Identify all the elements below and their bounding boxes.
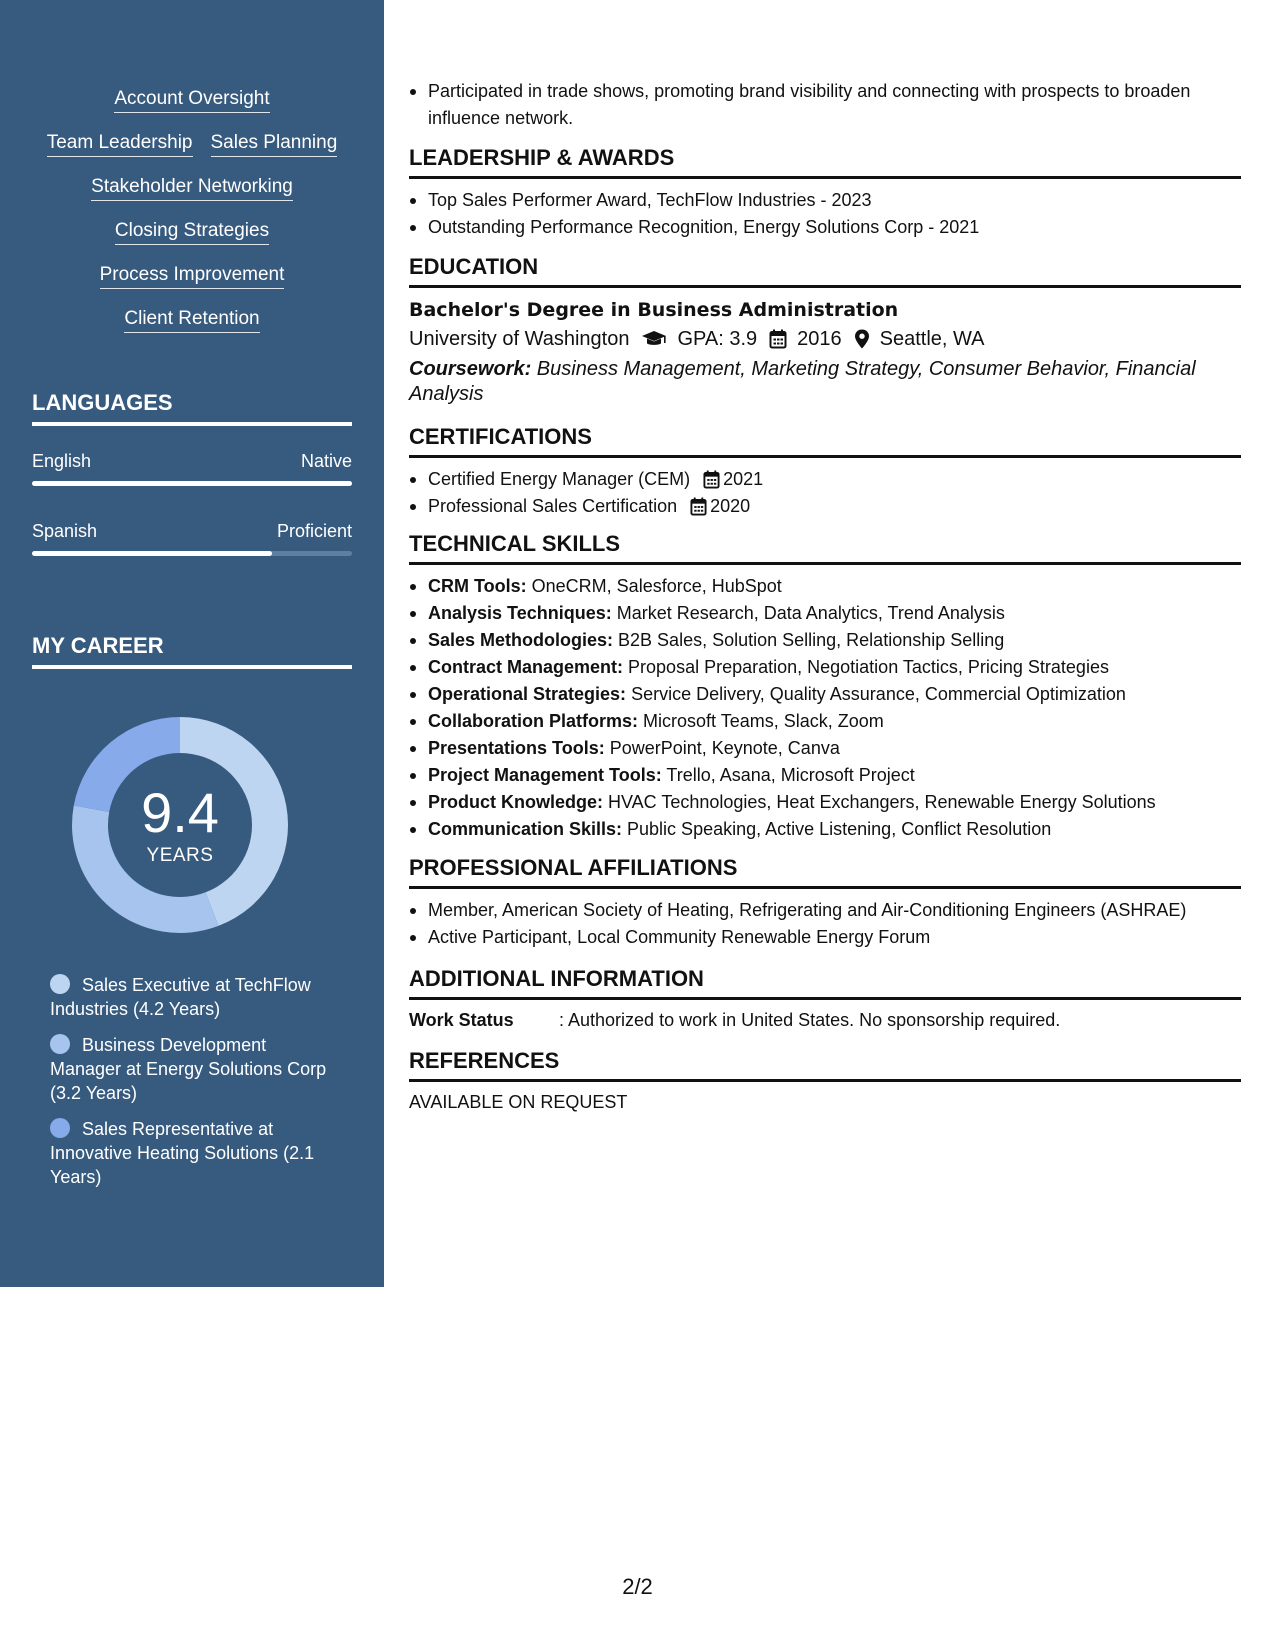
career-item xyxy=(50,1117,340,1189)
certification-item xyxy=(409,493,1241,520)
section-heading: LEADERSHIP & AWARDS xyxy=(409,145,1241,179)
coursework-label: Coursework: xyxy=(409,358,532,380)
section-heading: CERTIFICATIONS xyxy=(409,424,1241,458)
list-item: Top Sales Performer Award, TechFlow Industries - 2023 xyxy=(409,187,1241,214)
skill-values: PowerPoint, Keynote, Canva xyxy=(604,738,840,758)
legend-dot-icon xyxy=(50,1034,70,1054)
page-number: 2/2 xyxy=(622,1574,653,1599)
skill-category: Sales Methodologies: xyxy=(428,630,614,650)
technical-skill-item xyxy=(409,600,1241,627)
affiliations-list xyxy=(409,897,1241,951)
legend-dot-icon xyxy=(50,1118,70,1138)
skill-values: B2B Sales, Solution Selling, Relationship Selling xyxy=(613,630,1005,650)
affiliations-section xyxy=(409,855,1241,951)
career-total-unit: YEARS xyxy=(146,845,214,866)
technical-skill-item xyxy=(409,762,1241,789)
section-heading: PROFESSIONAL AFFILIATIONS xyxy=(409,855,1241,889)
additional-info-section xyxy=(409,966,1241,1032)
technical-skill-item xyxy=(409,654,1241,681)
work-status xyxy=(409,1008,1241,1032)
certification-year: 2020 xyxy=(710,496,751,516)
skill-category: Product Knowledge: xyxy=(428,792,603,812)
skill-category: Communication Skills: xyxy=(428,819,623,839)
education-section xyxy=(409,254,1241,407)
career-list xyxy=(50,973,340,1201)
skill-values: Public Speaking, Active Listening, Conflict Resolution xyxy=(622,819,1052,839)
skill-values: Market Research, Data Analytics, Trend Analysis xyxy=(611,603,1005,623)
legend-dot-icon xyxy=(50,974,70,994)
technical-skill-item xyxy=(409,816,1241,843)
education-details xyxy=(409,324,1241,354)
awards-list xyxy=(409,187,1241,241)
sidebar xyxy=(0,0,384,1287)
graduation-year: 2016 xyxy=(797,328,842,350)
career-item-label: Business Development Manager at Energy Solutions Corp (3.2 Years) xyxy=(50,1035,327,1103)
list-item: Member, American Society of Heating, Refrigerating and Air-Conditioning Engineers (ASHRAE) xyxy=(409,897,1241,924)
skill-values: Service Delivery, Quality Assurance, Commercial Optimization xyxy=(626,684,1126,704)
section-heading: ADDITIONAL INFORMATION xyxy=(409,966,1241,1000)
language-spanish xyxy=(32,520,352,556)
list-item: Outstanding Performance Recognition, Energy Solutions Corp - 2021 xyxy=(409,214,1241,241)
certification-line xyxy=(428,466,1241,493)
certification-line xyxy=(428,493,1241,520)
calendar-icon xyxy=(769,329,787,349)
career-item xyxy=(50,1033,340,1105)
technical-skills-section xyxy=(409,531,1241,843)
skill-values: Microsoft Teams, Slack, Zoom xyxy=(638,711,884,731)
technical-skill-item xyxy=(409,735,1241,762)
skill-category: Collaboration Platforms: xyxy=(428,711,639,731)
skill-values: HVAC Technologies, Heat Exchangers, Renewable Energy Solutions xyxy=(603,792,1156,812)
career-item-label: Sales Representative at Innovative Heating Solutions (2.1 Years) xyxy=(50,1119,315,1187)
skill-category: CRM Tools: xyxy=(428,576,527,596)
career-heading: MY CAREER xyxy=(32,633,352,669)
technical-skill-item xyxy=(409,789,1241,816)
skill-row xyxy=(0,174,384,201)
map-pin-icon xyxy=(854,329,870,349)
list-item: Active Participant, Local Community Renewable Energy Forum xyxy=(409,924,1241,951)
skill-row xyxy=(0,306,384,333)
career-item xyxy=(50,973,340,1021)
career-donut-chart xyxy=(66,711,294,939)
skill-tag: Sales Planning xyxy=(211,130,338,157)
skill-row xyxy=(0,218,384,245)
work-status-label: Work Status xyxy=(409,1010,514,1030)
language-level: Proficient xyxy=(276,521,352,541)
skill-values: Proposal Preparation, Negotiation Tactics, Pricing Strategies xyxy=(623,657,1109,677)
references-text: AVAILABLE ON REQUEST xyxy=(409,1092,628,1112)
section-heading: EDUCATION xyxy=(409,254,1241,288)
references-section xyxy=(409,1048,1241,1114)
resume-main xyxy=(409,78,1241,1114)
certification-year: 2021 xyxy=(723,469,764,489)
section-heading: REFERENCES xyxy=(409,1048,1241,1082)
skill-category: Presentations Tools: xyxy=(428,738,605,758)
technical-skill-item xyxy=(409,627,1241,654)
career-item-label: Sales Executive at TechFlow Industries (4.2 Years) xyxy=(50,975,311,1019)
coursework-list: Business Management, Marketing Strategy, Consumer Behavior, Financial Analysis xyxy=(409,358,1196,405)
skill-category: Contract Management: xyxy=(428,657,624,677)
language-level: Native xyxy=(300,451,352,471)
coursework xyxy=(409,357,1241,407)
language-name: Spanish xyxy=(32,521,98,541)
skill-category: Project Management Tools: xyxy=(428,765,662,785)
skills-list xyxy=(0,86,384,350)
skill-tag: Closing Strategies xyxy=(115,218,269,245)
skill-category: Operational Strategies: xyxy=(428,684,627,704)
certifications-list xyxy=(409,466,1241,520)
certification-item xyxy=(409,466,1241,493)
language-level-fill xyxy=(32,481,352,486)
skill-row xyxy=(0,86,384,113)
skill-values: Trello, Asana, Microsoft Project xyxy=(661,765,915,785)
certifications-section xyxy=(409,424,1241,520)
language-level-bar xyxy=(32,481,352,486)
skill-row xyxy=(0,130,384,157)
language-name: English xyxy=(32,451,92,471)
skill-tag: Client Retention xyxy=(124,306,259,333)
skill-tag: Account Oversight xyxy=(114,86,269,113)
technical-skills-list xyxy=(409,573,1241,843)
languages-heading: LANGUAGES xyxy=(32,390,352,426)
work-status-value: : Authorized to work in United States. No sponsorship required. xyxy=(559,1010,1061,1030)
career-total-years: 9.4 xyxy=(141,781,219,844)
skill-tag: Process Improvement xyxy=(100,262,285,289)
degree-title: Bachelor's Degree in Business Administration xyxy=(409,299,899,321)
school-name: University of Washington xyxy=(409,328,630,350)
skill-tag: Stakeholder Networking xyxy=(91,174,293,201)
calendar-icon xyxy=(690,497,707,516)
certification-name: Professional Sales Certification xyxy=(428,496,678,516)
gpa: GPA: 3.9 xyxy=(677,328,758,350)
language-level-bar xyxy=(32,551,352,556)
language-english xyxy=(32,450,352,486)
skill-row xyxy=(0,262,384,289)
technical-skill-item xyxy=(409,573,1241,600)
skill-tag: Team Leadership xyxy=(47,130,193,157)
technical-skill-item xyxy=(409,708,1241,735)
experience-continued-list xyxy=(409,78,1241,132)
school-location: Seattle, WA xyxy=(879,328,985,350)
technical-skill-item xyxy=(409,681,1241,708)
skill-values: OneCRM, Salesforce, HubSpot xyxy=(526,576,782,596)
section-heading: TECHNICAL SKILLS xyxy=(409,531,1241,565)
awards-section xyxy=(409,145,1241,241)
language-level-fill xyxy=(32,551,272,556)
calendar-icon xyxy=(703,470,720,489)
certification-name: Certified Energy Manager (CEM) xyxy=(428,469,691,489)
skill-category: Analysis Techniques: xyxy=(428,603,612,623)
list-item: Participated in trade shows, promoting brand visibility and connecting with prospects to broaden influence network. xyxy=(409,78,1241,132)
graduation-cap-icon xyxy=(641,329,667,349)
